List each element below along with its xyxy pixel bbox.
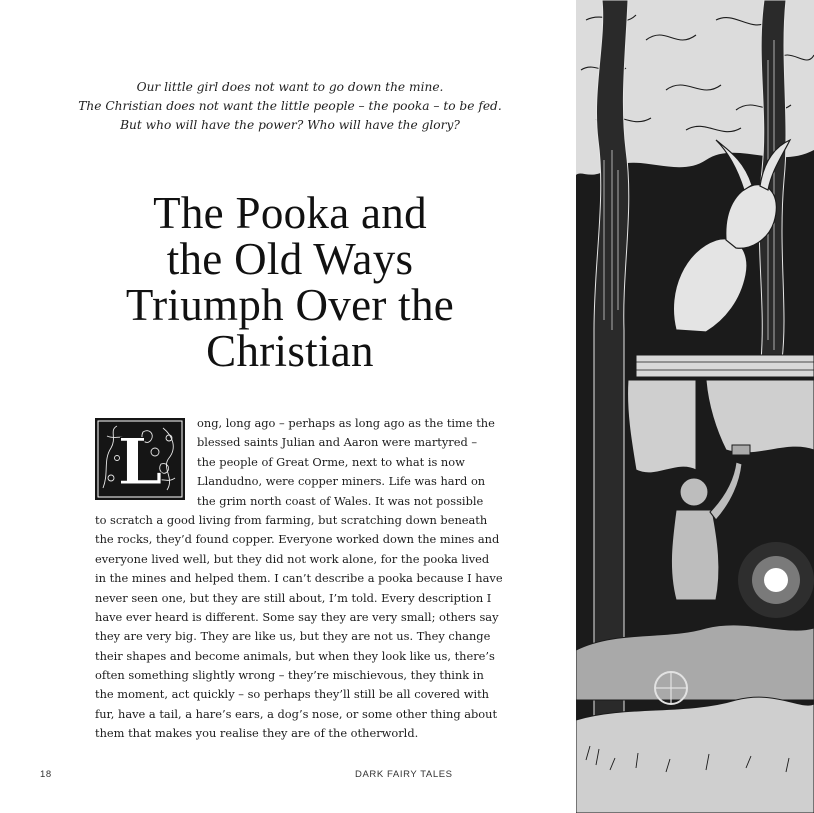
body-line: ong, long ago – perhaps as long ago as the time the xyxy=(197,416,495,430)
body-line: them that makes you realise they are of the otherworld. xyxy=(95,726,419,741)
body-line: in the mines and helped them. I can’t describe a pooka because I have xyxy=(95,571,503,586)
chapter-title xyxy=(40,190,540,374)
epigraph-line: But who will have the power? Who will have the glory? xyxy=(120,118,460,132)
body-line: blessed saints Julian and Aaron were martyred – xyxy=(197,435,478,450)
epigraph xyxy=(40,78,540,135)
body-line: their shapes and become animals, but when they look like us, there’s xyxy=(95,648,495,663)
epigraph-line: Our little girl does not want to go down the mine. xyxy=(136,80,444,94)
body-text xyxy=(95,414,503,744)
title-line: the Old Ways xyxy=(166,234,414,284)
body-line: the moment, act quickly – so perhaps they’ll still be all covered with xyxy=(95,687,490,702)
body-line: Llandudno, were copper miners. Life was hard on xyxy=(197,474,486,489)
epigraph-line: The Christian does not want the little people – the pooka – to be fed. xyxy=(78,99,502,113)
body-line: everyone lived well, but they did not work alone, for the pooka lived xyxy=(95,551,490,566)
title-line: Christian xyxy=(206,326,374,376)
running-head: DARK FAIRY TALES xyxy=(355,769,453,780)
body-line: have ever heard is different. Some say they are very small; others say xyxy=(95,609,499,624)
title-line: Triumph Over the xyxy=(125,280,455,330)
title-line: The Pooka and xyxy=(153,188,427,238)
body-line: the people of Great Orme, next to what is now xyxy=(197,454,465,469)
body-line: they are very big. They are like us, but they are not us. They change xyxy=(95,629,491,644)
body-line: the rocks, they’d found copper. Everyone worked down the mines and xyxy=(95,532,500,547)
body-line: often something slightly wrong – they’re mischievous, they think in xyxy=(95,668,484,683)
page-number: 18 xyxy=(40,769,52,780)
body-line: fur, have a tail, a hare’s ears, a dog’s nose, or some other thing about xyxy=(95,706,498,721)
drop-cap-letter: L xyxy=(117,425,163,500)
body-line: the grim north coast of Wales. It was not possible xyxy=(197,493,484,508)
body-line: to scratch a good living from farming, but scratching down beneath xyxy=(95,512,488,527)
engraving-illustration xyxy=(576,0,814,813)
body-line: never seen one, but they are still about, I’m told. Every description I xyxy=(95,590,492,605)
